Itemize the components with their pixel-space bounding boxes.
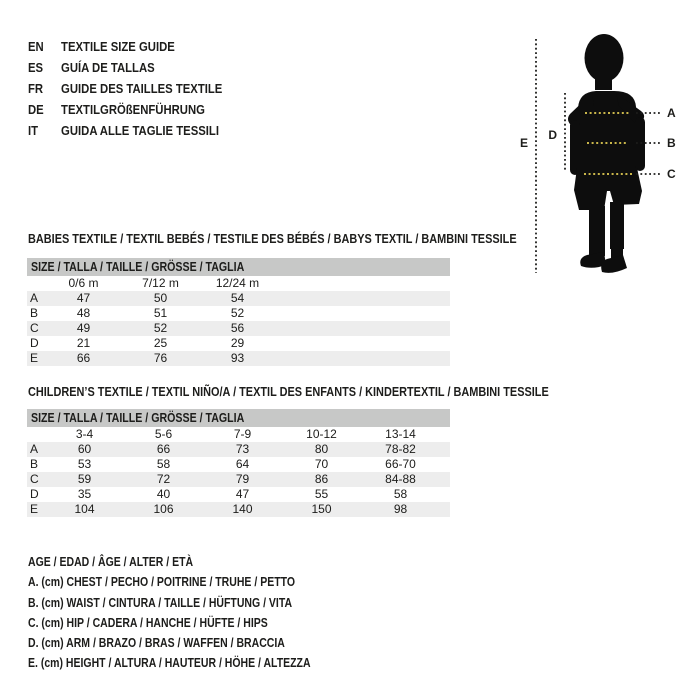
table-cell: 50 — [153, 291, 168, 305]
children-section-title: CHILDREN’S TEXTILE / TEXTIL NIÑO/A / TEXTIL DES ENFANTS / KINDERTEXTIL / BAMBINI TESSILE — [28, 384, 549, 399]
row-label: D — [30, 336, 39, 350]
table-cell: 29 — [230, 336, 245, 350]
table-cell: 51 — [153, 306, 168, 320]
table-cell: 58 — [393, 487, 408, 501]
table-cell: 66 — [156, 442, 171, 456]
table-cell: 48 — [76, 306, 91, 320]
babies-table — [27, 258, 450, 366]
row-label: B — [30, 457, 39, 471]
language-code: IT — [28, 123, 39, 138]
table-cell: 76 — [153, 351, 168, 365]
table-cell: 25 — [153, 336, 168, 350]
table-row — [27, 306, 450, 321]
label-d: D — [548, 128, 557, 142]
legend-line: B. (cm) WAIST / CINTURA / TAILLE / HÜFTUNG / VITA — [28, 595, 293, 610]
language-label: GUIDE DES TAILLES TEXTILE — [61, 81, 223, 96]
table-cell: 60 — [77, 442, 92, 456]
column-header: 0/6 m — [68, 276, 99, 290]
row-label: A — [30, 442, 39, 456]
table-row — [27, 351, 450, 366]
table-cell: 70 — [314, 457, 329, 471]
table-cell: 72 — [156, 472, 171, 486]
children-size-header — [27, 409, 450, 427]
column-header: 3-4 — [75, 427, 94, 441]
child-measurement-diagram — [495, 20, 695, 280]
legend — [28, 552, 364, 674]
table-row — [27, 472, 450, 487]
table-cell: 56 — [230, 321, 245, 335]
column-header-blank — [27, 427, 45, 442]
language-label: TEXTILE SIZE GUIDE — [61, 39, 175, 54]
table-cell: 59 — [77, 472, 92, 486]
column-header: 12/24 m — [215, 276, 260, 290]
legend-line: E. (cm) HEIGHT / ALTURA / HAUTEUR / HÖHE / ALTEZZA — [28, 656, 311, 671]
table-cell: 64 — [235, 457, 250, 471]
legend-line: D. (cm) ARM / BRAZO / BRAS / WAFFEN / BRACCIA — [28, 636, 285, 651]
language-label: GUIDA ALLE TAGLIE TESSILI — [61, 123, 219, 138]
language-code: DE — [28, 102, 44, 117]
table-cell: 21 — [76, 336, 91, 350]
children-rows — [27, 442, 450, 517]
legend-line: AGE / EDAD / ÂGE / ALTER / ETÀ — [28, 555, 194, 569]
language-code: FR — [28, 81, 44, 96]
column-header: 13-14 — [385, 427, 416, 441]
table-cell: 54 — [230, 291, 245, 305]
babies-section-title: BABIES TEXTILE / TEXTIL BEBÉS / TESTILE DES BÉBÉS / BABYS TEXTIL / BAMBINI TESSILE — [28, 231, 517, 246]
table-cell: 55 — [314, 487, 329, 501]
language-code: EN — [28, 39, 44, 54]
children-table — [27, 409, 450, 517]
language-row — [28, 99, 222, 120]
legend-line: A. (cm) CHEST / PECHO / POITRINE / TRUHE / PETTO — [28, 575, 296, 590]
column-header: 5-6 — [154, 427, 173, 441]
label-a: A — [667, 106, 676, 120]
table-cell: 78-82 — [385, 442, 416, 456]
label-c: C — [667, 167, 676, 181]
table-cell: 84-88 — [385, 472, 416, 486]
table-cell: 79 — [235, 472, 250, 486]
table-cell: 80 — [314, 442, 329, 456]
row-label: E — [30, 502, 39, 516]
table-cell: 104 — [74, 502, 95, 516]
column-header: 7/12 m — [142, 276, 179, 290]
column-header: 10-12 — [306, 427, 337, 441]
table-cell: 93 — [230, 351, 245, 365]
column-header-blank — [27, 276, 45, 291]
legend-line: C. (cm) HIP / CADERA / HANCHE / HÜFTE / HIPS — [28, 615, 268, 630]
babies-size-header-text: SIZE / TALLA / TAILLE / GRÖSSE / TAGLIA — [31, 260, 245, 274]
table-cell: 49 — [76, 321, 91, 335]
label-b: B — [667, 136, 676, 150]
babies-column-headers — [27, 276, 450, 291]
table-row — [27, 321, 450, 336]
table-row — [27, 291, 450, 306]
table-cell: 86 — [314, 472, 329, 486]
table-cell: 66-70 — [385, 457, 416, 471]
table-cell: 58 — [156, 457, 171, 471]
language-label: TEXTILGRÖßENFÜHRUNG — [61, 102, 205, 117]
table-cell: 40 — [156, 487, 171, 501]
table-row — [27, 457, 450, 472]
row-label: A — [30, 291, 39, 305]
babies-rows — [27, 291, 450, 366]
table-cell: 73 — [235, 442, 250, 456]
row-label: C — [30, 472, 39, 486]
table-cell: 47 — [235, 487, 250, 501]
row-label: E — [30, 351, 39, 365]
child-silhouette — [568, 34, 645, 273]
label-e: E — [519, 136, 528, 150]
table-cell: 150 — [311, 502, 332, 516]
table-cell: 98 — [393, 502, 408, 516]
table-cell: 47 — [76, 291, 91, 305]
table-row — [27, 336, 450, 351]
children-column-headers — [27, 427, 450, 442]
table-row — [27, 442, 450, 457]
children-size-header-text: SIZE / TALLA / TAILLE / GRÖSSE / TAGLIA — [31, 411, 245, 425]
table-cell: 52 — [230, 306, 245, 320]
table-cell: 106 — [153, 502, 174, 516]
table-cell: 35 — [77, 487, 92, 501]
table-row — [27, 502, 450, 517]
row-label: B — [30, 306, 39, 320]
babies-size-header — [27, 258, 450, 276]
table-row — [27, 487, 450, 502]
language-code: ES — [28, 60, 44, 75]
row-label: D — [30, 487, 39, 501]
table-cell: 53 — [77, 457, 92, 471]
table-cell: 140 — [232, 502, 253, 516]
table-cell: 52 — [153, 321, 168, 335]
table-cell: 66 — [76, 351, 91, 365]
language-row — [28, 57, 222, 78]
language-label: GUÍA DE TALLAS — [61, 60, 155, 75]
row-label: C — [30, 321, 39, 335]
language-row — [28, 120, 222, 141]
language-row — [28, 78, 222, 99]
language-list — [28, 36, 251, 141]
column-header: 7-9 — [233, 427, 252, 441]
language-row — [28, 36, 222, 57]
